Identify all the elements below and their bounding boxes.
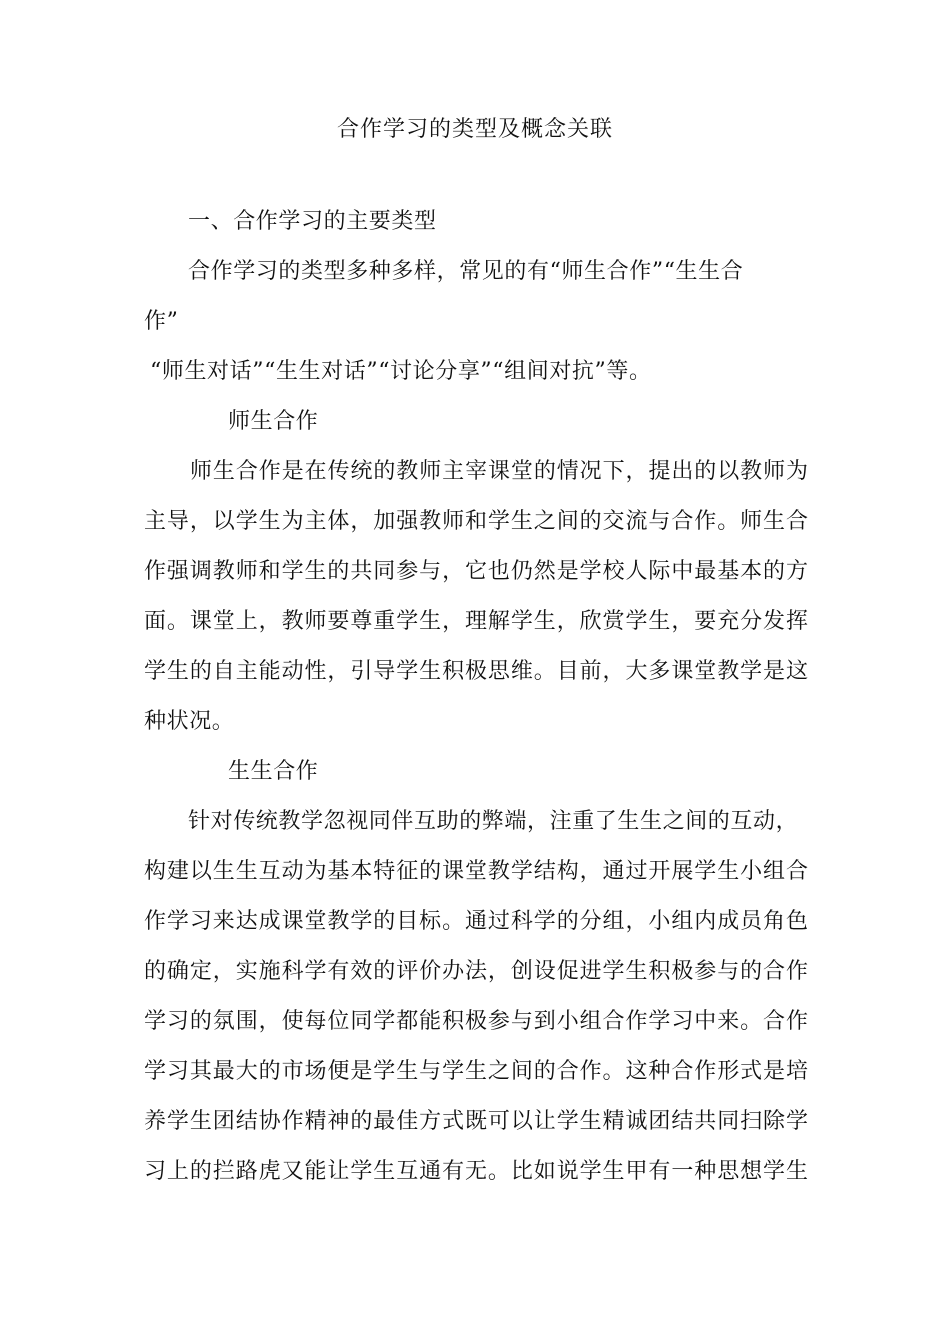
paragraph-line: 面。课堂上，教师要尊重学生，理解学生，欣赏学生，要充分发挥 — [144, 609, 808, 634]
intro-line-1: 合作学习的类型多种多样，常见的有“师生合作”“生生合 — [188, 259, 744, 284]
intro-line-3: “师生对话”“生生对话”“讨论分享”“组间对抗”等。 — [150, 359, 652, 384]
paragraph-line: 作学习来达成课堂教学的目标。通过科学的分组，小组内成员角色 — [144, 909, 808, 934]
paragraph-line: 针对传统教学忽视同伴互助的弊端，注重了生生之间的互动， — [188, 809, 799, 834]
paragraph-line: 学习其最大的市场便是学生与学生之间的合作。这种合作形式是培 — [144, 1059, 808, 1084]
section-heading: 一、合作学习的主要类型 — [188, 209, 437, 234]
paragraph-line: 学习的氛围，使每位同学都能积极参与到小组合作学习中来。合作 — [144, 1009, 808, 1034]
paragraph-line: 学生的自主能动性，引导学生积极思维。目前，大多课堂教学是这 — [144, 659, 808, 684]
paragraph-line: 主导，以学生为主体，加强教师和学生之间的交流与合作。师生合 — [144, 509, 808, 534]
paragraph-line: 养学生团结协作精神的最佳方式既可以让学生精诚团结共同扫除学 — [144, 1109, 808, 1134]
intro-line-2: 作” — [144, 309, 179, 334]
paragraph-line: 习上的拦路虎又能让学生互通有无。比如说学生甲有一种思想学生 — [144, 1159, 808, 1184]
paragraph-line: 种状况。 — [144, 709, 235, 734]
paragraph-line: 构建以生生互动为基本特征的课堂教学结构，通过开展学生小组合 — [144, 859, 808, 884]
paragraph-line: 师生合作是在传统的教师主宰课堂的情况下，提出的以教师为 — [190, 459, 808, 484]
subheading-teacher-student: 师生合作 — [228, 409, 319, 434]
paragraph-line: 作强调教师和学生的共同参与，它也仍然是学校人际中最基本的方 — [144, 559, 808, 584]
page-title: 合作学习的类型及概念关联 — [336, 117, 613, 142]
subheading-student-student: 生生合作 — [228, 759, 319, 784]
paragraph-line: 的确定，实施科学有效的评价办法，创设促进学生积极参与的合作 — [144, 959, 808, 984]
